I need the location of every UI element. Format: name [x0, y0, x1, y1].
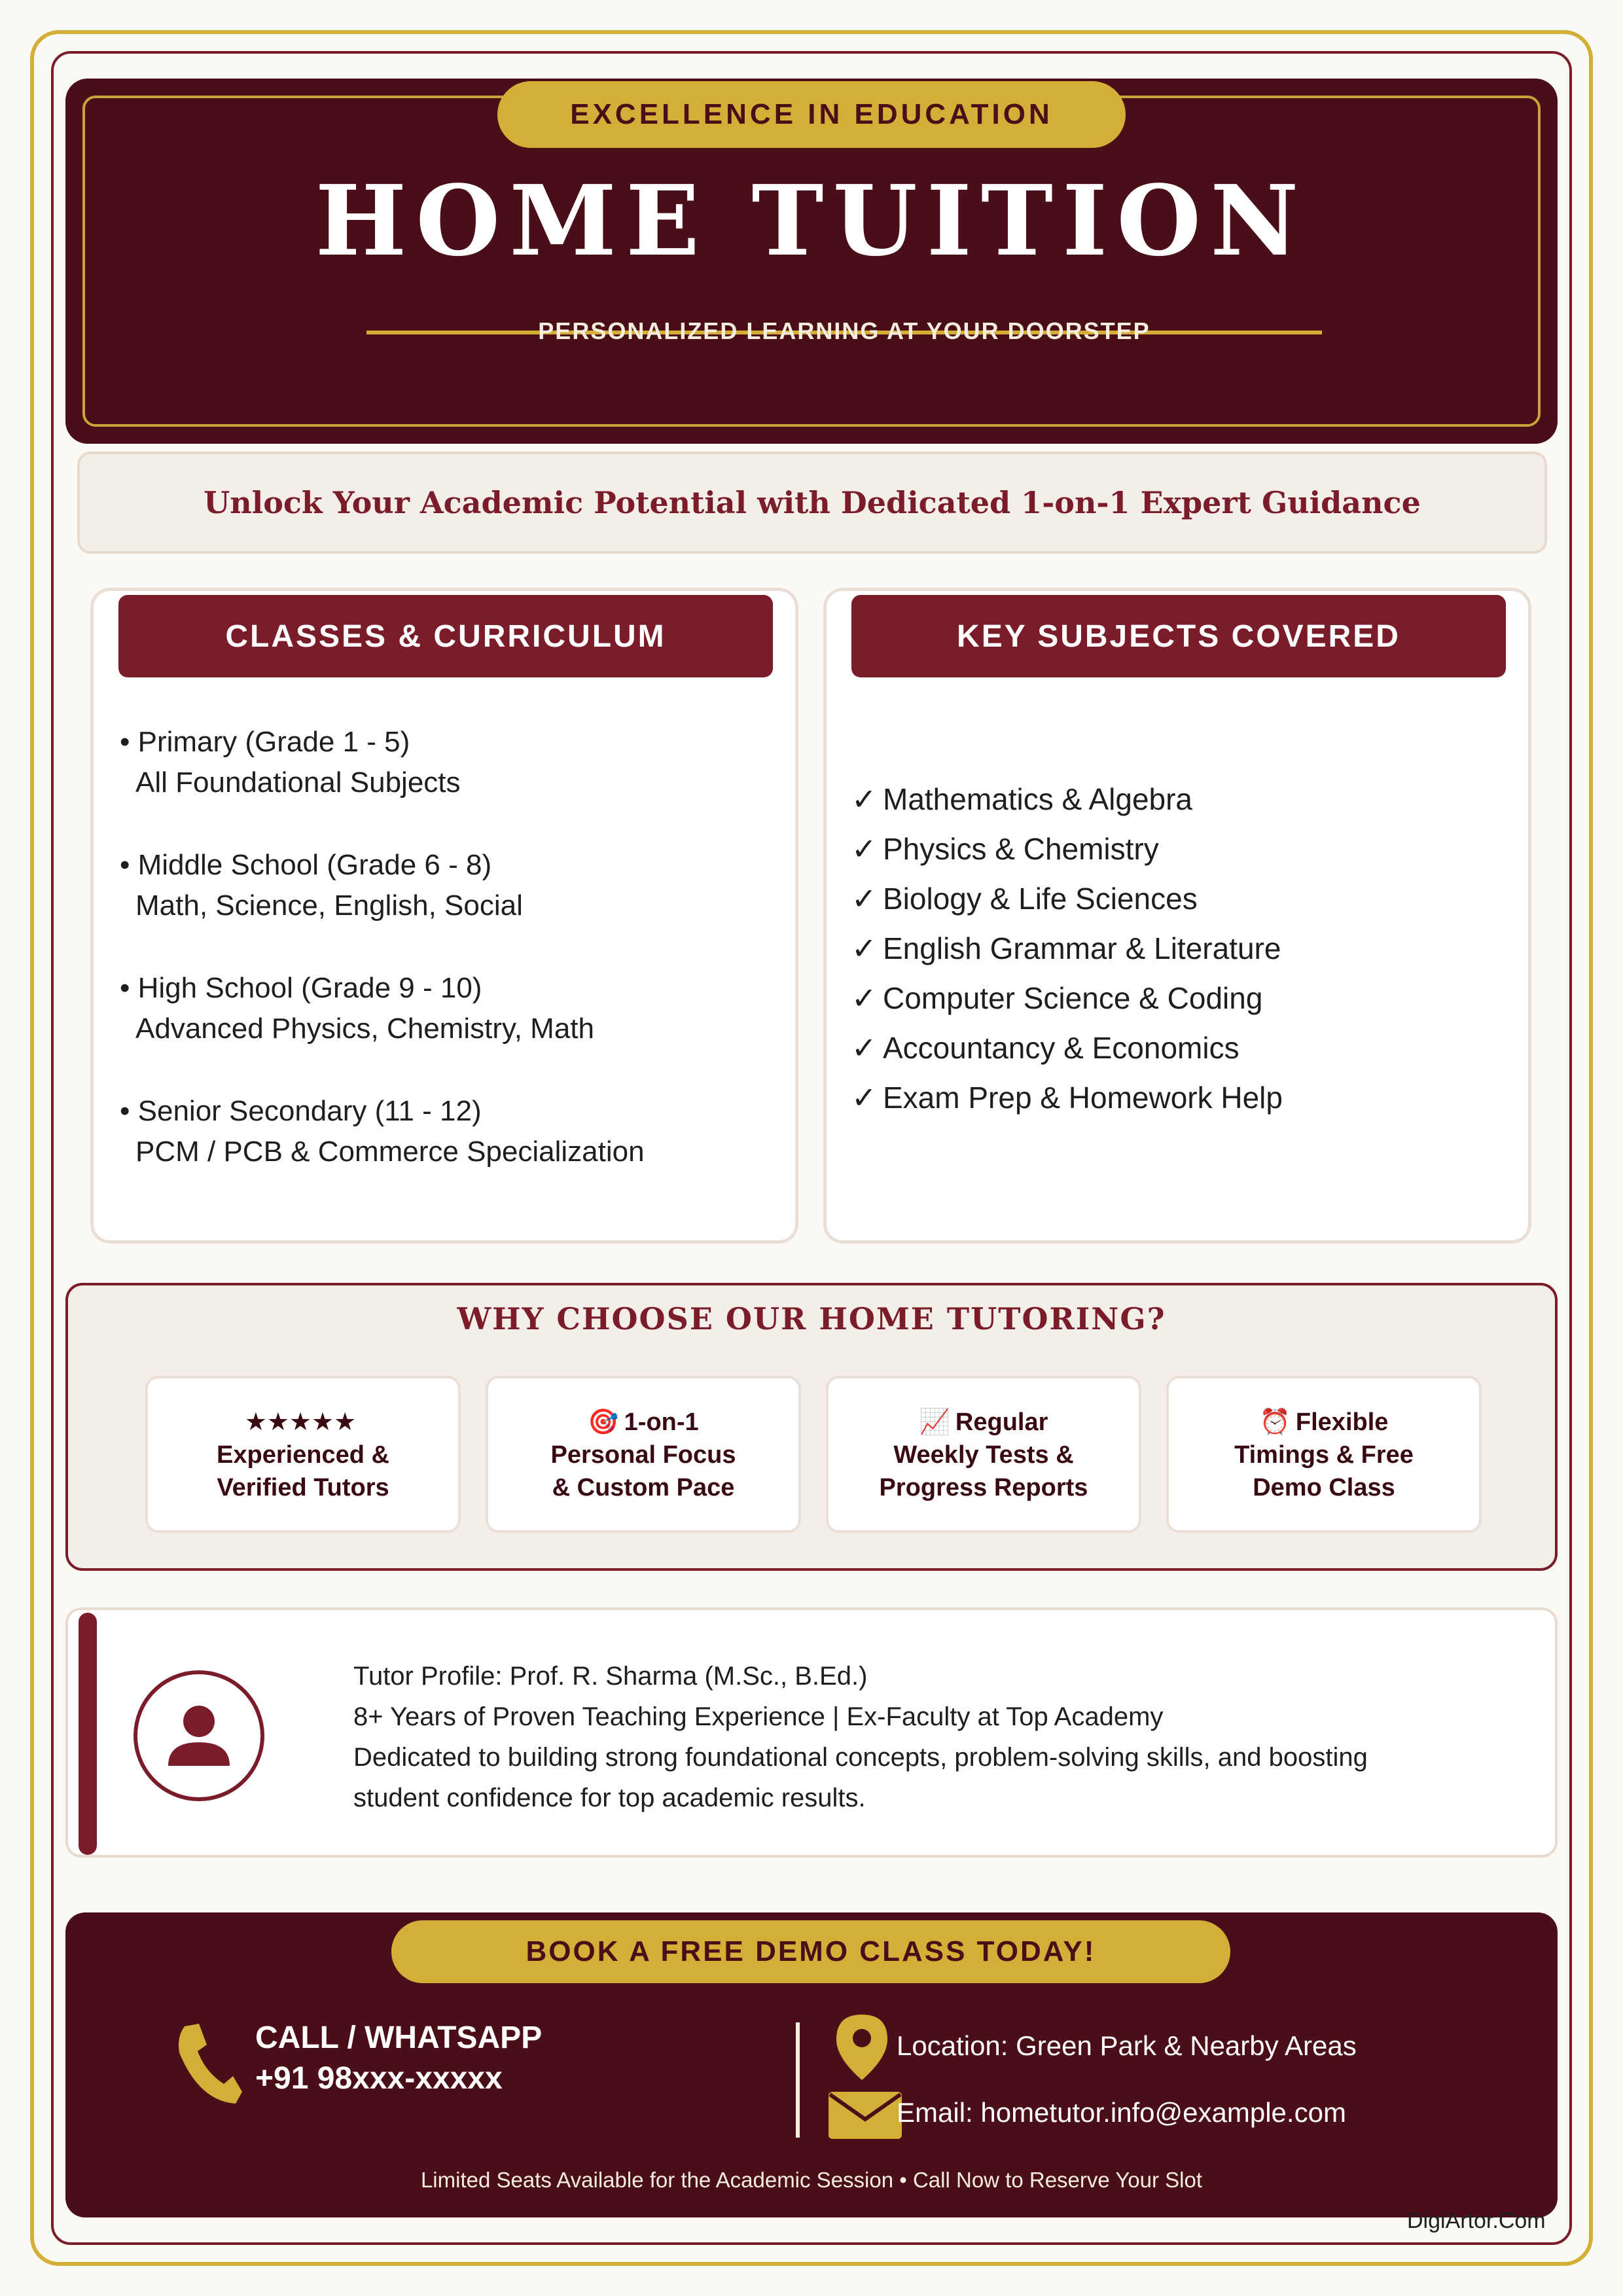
credit-watermark: DigiArtor.Com [1407, 2208, 1546, 2233]
class-item [120, 845, 645, 926]
header-badge: EXCELLENCE IN EDUCATION [497, 81, 1126, 148]
check-icon: ✓ [851, 931, 877, 966]
mail-icon [827, 2089, 903, 2142]
class-item [120, 722, 645, 803]
class-level: • Primary (Grade 1 - 5) [120, 726, 410, 758]
phone-icon [173, 2021, 245, 2106]
profile-description-line: student confidence for top academic results. [353, 1784, 866, 1812]
footer-divider [796, 2022, 800, 2138]
target-icon: 🎯 [588, 1407, 619, 1436]
subject-label: Accountancy & Economics [883, 1031, 1240, 1065]
contact-footer [65, 1912, 1558, 2217]
feature-line: Personal Focus [550, 1441, 736, 1469]
subject-item [851, 1073, 1283, 1122]
subtitle-row [366, 312, 1322, 351]
feature-line: Flexible [1295, 1408, 1389, 1436]
alarm-clock-icon: ⏰ [1259, 1407, 1291, 1436]
tutor-profile-card [65, 1607, 1558, 1857]
subject-label: Physics & Chemistry [883, 832, 1159, 866]
class-subjects: Advanced Physics, Chemistry, Math [135, 1013, 594, 1045]
check-icon: ✓ [851, 781, 877, 817]
check-icon: ✓ [851, 1080, 877, 1115]
feature-card-personal-focus [486, 1376, 801, 1533]
profile-experience-line: 8+ Years of Proven Teaching Experience | Ex-Faculty at Top Academy [353, 1702, 1164, 1731]
subject-label: Mathematics & Algebra [883, 782, 1193, 816]
header-banner [65, 79, 1558, 444]
why-choose-heading: WHY CHOOSE OUR HOME TUTORING? [457, 1301, 1166, 1336]
feature-line: 1-on-1 [624, 1408, 699, 1436]
footer-note: Limited Seats Available for the Academic Session • Call Now to Reserve Your Slot [420, 2168, 1203, 2192]
check-icon: ✓ [851, 1030, 877, 1066]
email-text: Email: hometutor.info@example.com [897, 2097, 1346, 2128]
class-subjects: Math, Science, English, Social [135, 889, 523, 922]
subject-label: Exam Prep & Homework Help [883, 1081, 1283, 1115]
subject-item [851, 874, 1283, 924]
profile-text [353, 1656, 1505, 1818]
check-icon: ✓ [851, 881, 877, 916]
subject-list [851, 774, 1283, 1122]
class-item [120, 968, 645, 1049]
class-level: • High School (Grade 9 - 10) [120, 972, 482, 1004]
subject-item [851, 1023, 1283, 1073]
feature-line: Experienced & [217, 1441, 389, 1469]
feature-card-regular-tests [826, 1376, 1141, 1533]
page-subtitle: PERSONALIZED LEARNING AT YOUR DOORSTEP [538, 317, 1150, 344]
class-subjects: PCM / PCB & Commerce Specialization [135, 1136, 645, 1168]
location-text: Location: Green Park & Nearby Areas [897, 2030, 1357, 2061]
avatar [134, 1670, 264, 1801]
feature-line: Weekly Tests & [893, 1441, 1074, 1469]
subject-label: Biology & Life Sciences [883, 882, 1198, 916]
person-icon [163, 1703, 235, 1768]
subject-item [851, 824, 1283, 874]
location-pin-icon [832, 2012, 891, 2083]
feature-line: Progress Reports [879, 1473, 1088, 1501]
class-list [120, 722, 645, 1214]
subject-item [851, 973, 1283, 1023]
check-icon: ✓ [851, 831, 877, 867]
subject-label: Computer Science & Coding [883, 981, 1263, 1015]
chart-up-icon: 📈 [919, 1407, 950, 1436]
subject-item [851, 924, 1283, 973]
subject-item [851, 774, 1283, 824]
subjects-card [823, 588, 1531, 1244]
profile-accent-bar [79, 1613, 97, 1855]
feature-line: & Custom Pace [552, 1473, 735, 1501]
check-icon: ✓ [851, 980, 877, 1016]
feature-line: Verified Tutors [217, 1473, 389, 1501]
call-number: +91 98xxx-xxxxx [255, 2061, 503, 2096]
tagline-banner: Unlock Your Academic Potential with Dedicated 1-on-1 Expert Guidance [77, 452, 1547, 554]
page-title: HOME TUITION [315, 164, 1308, 278]
feature-card-flexible-timings [1166, 1376, 1482, 1533]
book-demo-cta: BOOK A FREE DEMO CLASS TODAY! [391, 1920, 1230, 1983]
feature-line: Regular [955, 1408, 1048, 1436]
profile-name-line: Tutor Profile: Prof. R. Sharma (M.Sc., B.Ed.) [353, 1662, 868, 1691]
classes-card [90, 588, 798, 1244]
class-item [120, 1091, 645, 1172]
call-label: CALL / WHATSAPP [255, 2020, 543, 2055]
class-level: • Middle School (Grade 6 - 8) [120, 849, 492, 881]
subject-label: English Grammar & Literature [883, 931, 1281, 965]
subjects-heading: KEY SUBJECTS COVERED [851, 595, 1506, 677]
class-subjects: All Foundational Subjects [135, 766, 461, 798]
feature-line: Timings & Free [1234, 1441, 1414, 1469]
five-stars-icon: ★★★★★ [244, 1407, 357, 1436]
profile-description-line: Dedicated to building strong foundational concepts, problem-solving skills, and boosting [353, 1743, 1368, 1772]
feature-line: Demo Class [1253, 1473, 1395, 1501]
why-choose-section [65, 1283, 1558, 1571]
feature-card-experienced [145, 1376, 461, 1533]
classes-heading: CLASSES & CURRICULUM [118, 595, 773, 677]
class-level: • Senior Secondary (11 - 12) [120, 1095, 482, 1127]
